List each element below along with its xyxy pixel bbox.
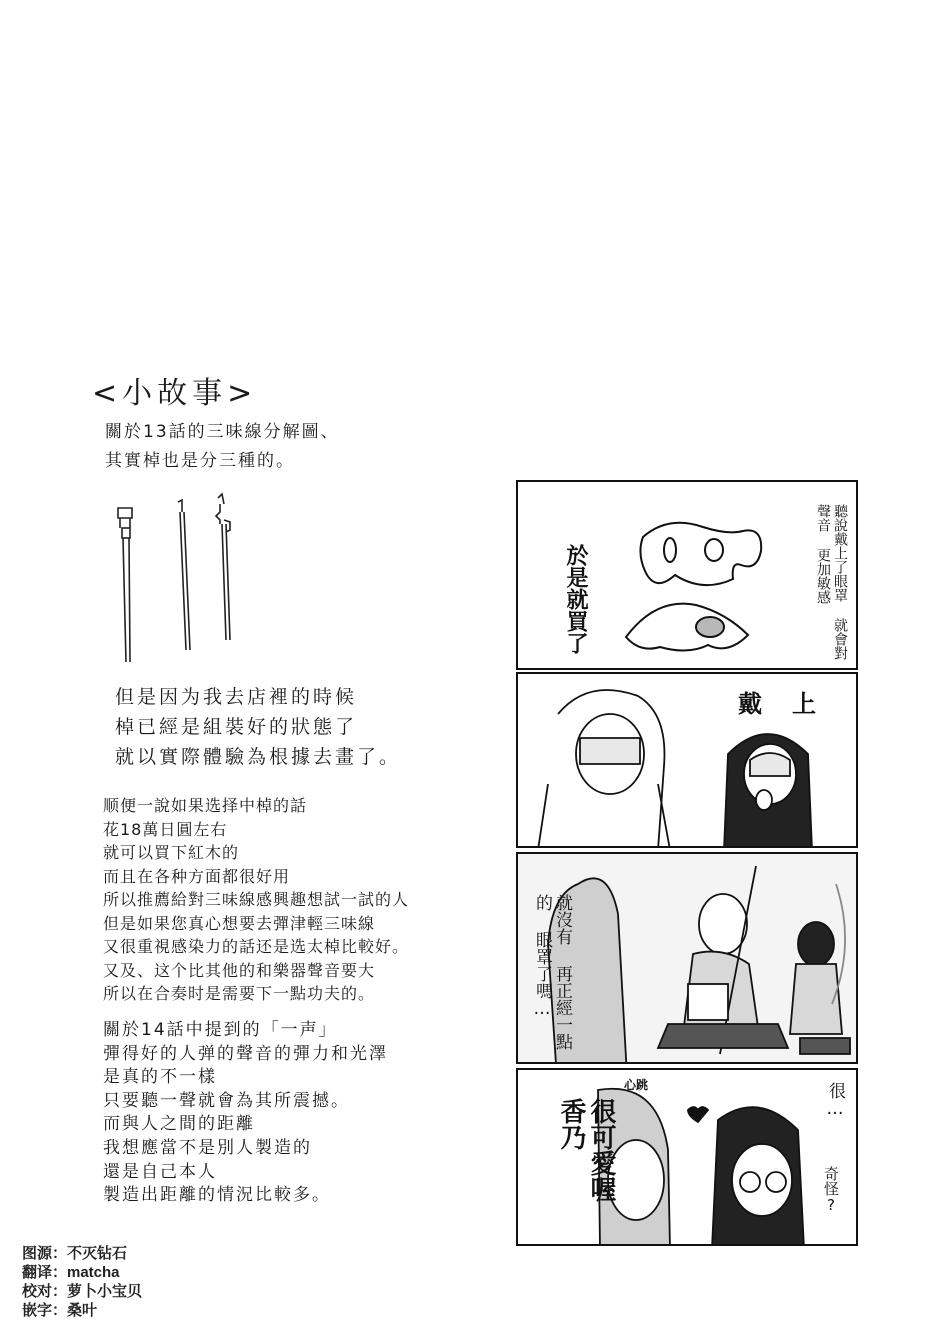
narration-line: 更加敏感 xyxy=(815,548,831,604)
narration-line: 聽說戴上了眼罩 xyxy=(832,504,848,602)
text-line: 其實棹也是分三種的。 xyxy=(105,451,295,471)
text-line: 就可以買下紅木的 xyxy=(103,843,240,862)
shout-line: 很可愛喔 xyxy=(586,1098,616,1202)
text-line: 是真的不一樣 xyxy=(103,1067,217,1088)
text-line: 只要聽一聲就會為其所震撼。 xyxy=(103,1090,350,1111)
text-line: 但是因为我去店裡的時候 xyxy=(115,686,358,708)
text-line: 我想應當不是別人製造的 xyxy=(103,1137,312,1158)
credit-source: 图源：不灭钻石 xyxy=(22,1245,128,1262)
comic-panel-4 xyxy=(516,1068,858,1246)
bubble-line: 再正經一點 xyxy=(552,965,572,1050)
panel3-bubble xyxy=(532,894,572,1062)
panel4-bubble-b: 奇怪? xyxy=(822,1166,840,1214)
comic-panel-1 xyxy=(516,480,858,670)
comic-panel-3 xyxy=(516,852,858,1064)
shamisen-neck-parts-sketch xyxy=(100,490,270,670)
panel1-narration xyxy=(814,504,848,668)
text-line: 關於14話中提到的「一声」 xyxy=(103,1020,338,1040)
text-line: 而且在各种方面都很好用 xyxy=(103,866,291,886)
text-line: 還是自己本人 xyxy=(103,1161,217,1182)
text-line: 又很重視感染力的話还是选太棹比較好。 xyxy=(103,937,410,956)
text-line: 棹已經是組裝好的狀態了 xyxy=(115,716,358,738)
essay-paragraph-1 xyxy=(105,418,340,476)
bubble-line: 就沒有 xyxy=(552,894,572,945)
text-line: 製造出距離的情況比較多。 xyxy=(103,1185,331,1206)
bubble-line: 眼罩了嗎… xyxy=(532,931,552,1019)
shout-line: 香乃 xyxy=(556,1098,586,1150)
bubble-line: 的 xyxy=(532,894,552,911)
credits xyxy=(22,1244,142,1320)
panel1-caption: 於是就買了 xyxy=(563,544,588,654)
panel4-heart-sfx: 心跳 xyxy=(624,1078,649,1092)
essay-paragraph-3 xyxy=(103,794,409,1006)
comic-panel-2 xyxy=(516,672,858,848)
panel4-bubble-a: 很… xyxy=(825,1082,845,1119)
essay-paragraph-2 xyxy=(115,682,401,772)
credit-translator: 翻译：matcha xyxy=(22,1264,120,1281)
text-line: 但是如果您真心想要去彈津輕三味線 xyxy=(103,913,376,933)
text-line: 所以在合奏时是需要下一點功夫的。 xyxy=(103,984,376,1003)
text-line: 就以實際體驗為根據去畫了。 xyxy=(115,746,402,768)
panel2-sfx: 戴上 xyxy=(738,690,846,718)
text-line: 花18萬日圓左右 xyxy=(103,819,228,839)
credit-proofreader: 校对：萝卜小宝贝 xyxy=(22,1283,143,1300)
panel4-shout xyxy=(556,1098,616,1244)
text-line: 而與人之間的距離 xyxy=(103,1114,255,1135)
essay-heading: <小故事> xyxy=(92,376,258,411)
text-line: 關於13話的三味線分解圖、 xyxy=(105,422,340,442)
credit-typesetter: 嵌字：桑叶 xyxy=(22,1302,98,1319)
text-line: 所以推薦給對三味線感興趣想試一試的人 xyxy=(103,890,410,909)
text-line: 又及、这个比其他的和樂器聲音要大 xyxy=(103,960,376,980)
text-line: 彈得好的人弹的聲音的彈力和光澤 xyxy=(103,1043,388,1064)
text-line: 顺便一說如果选择中棹的話 xyxy=(103,796,308,815)
narration-line: 就會對聲音 xyxy=(815,504,848,660)
essay-paragraph-4 xyxy=(103,1019,388,1208)
